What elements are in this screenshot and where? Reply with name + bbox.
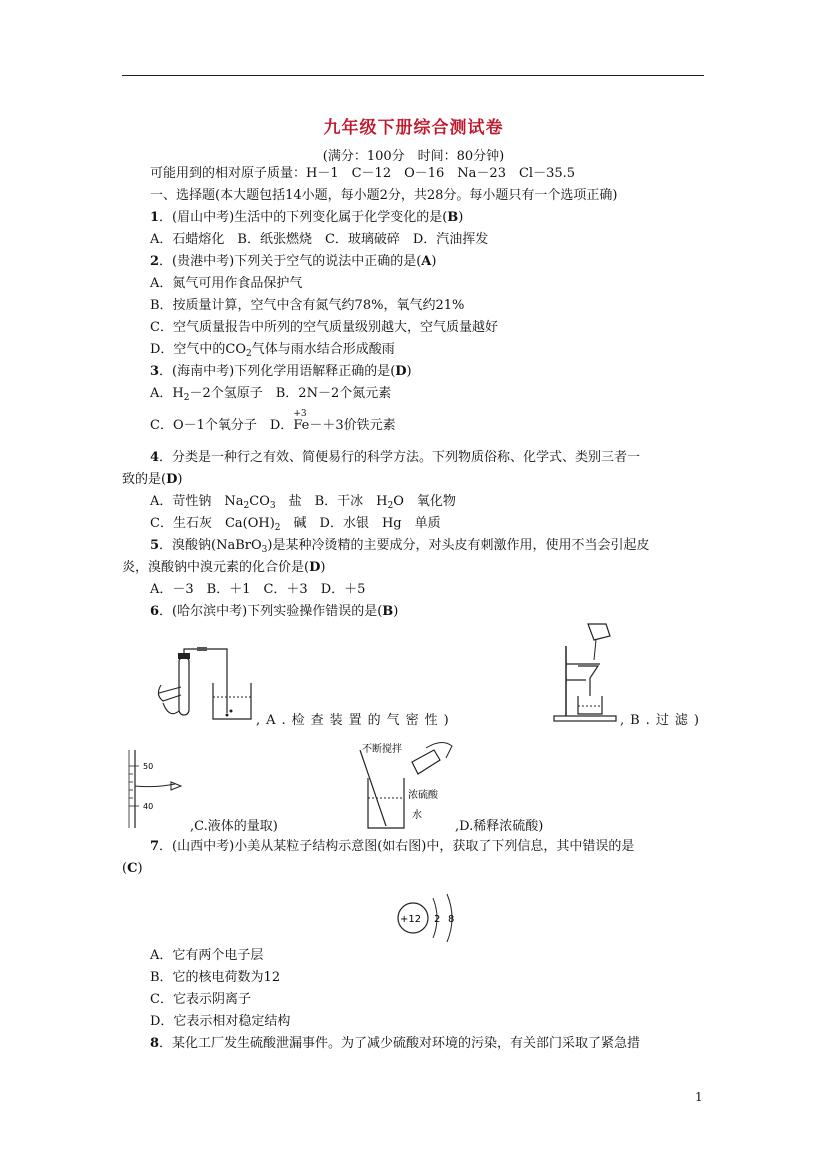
- question-7-answer: (C): [122, 861, 143, 876]
- atomic-mass-line: 可能用到的相对原子质量：H－1 C－12 O－16 Na－23 Cl－35.5: [150, 166, 576, 181]
- caption-c: ,C.液体的量取): [190, 819, 278, 834]
- label-stir: 不断搅拌: [362, 744, 402, 755]
- section-heading: 一、选择题(本大题包括14小题，每小题2分，共28分。每小题只有一个选项正确): [150, 188, 618, 203]
- figure-filtration: [552, 620, 620, 724]
- tick-40: 40: [143, 802, 154, 811]
- answer-1: B: [447, 210, 459, 225]
- page-title: 九年级下册综合测试卷: [323, 118, 504, 138]
- page-subtitle: (满分：100分 时间：80分钟): [322, 149, 505, 164]
- caption-b: ,B.过滤): [620, 713, 705, 728]
- q5-options: A．－3 B．＋1 C．＋3 D．＋5: [150, 582, 366, 597]
- question-3: 3．(海南中考)下列化学用语解释正确的是(D): [150, 364, 412, 379]
- figure-measuring: [125, 748, 195, 830]
- figure-dilution: [356, 740, 460, 832]
- question-6: 6．(哈尔滨中考)下列实验操作错误的是(B): [150, 604, 399, 619]
- header-rule: [122, 75, 704, 76]
- q7-option-c: C．它表示阴离子: [150, 992, 251, 1007]
- answer-3: D: [395, 364, 407, 379]
- question-1: 1．(眉山中考)生活中的下列变化属于化学变化的是(B): [150, 210, 464, 225]
- q3-options-ab: A．$H_2-2$个氢原子 B．2N－2个氮元素: [150, 386, 392, 403]
- question-2: 2．(贵港中考)下列关于空气的说法中正确的是(A): [150, 254, 437, 269]
- question-5-cont: 炎，溴酸钠中溴元素的化合价是(D): [122, 560, 326, 575]
- figure-airtightness: [155, 645, 255, 725]
- shell-1: 2: [434, 914, 441, 925]
- q7-option-a: A．它有两个电子层: [150, 948, 264, 963]
- page-number: 1: [695, 1090, 703, 1104]
- question-5: 5．溴酸钠(NaBrO$_3$)是某种冷烫精的主要成分，对头皮有刺激作用，使用不当会引起皮: [150, 538, 650, 555]
- shell-2: 8: [448, 914, 455, 925]
- q3-options-cd: C．O－1个氧分子 D． +3 Fe－＋3价铁元素: [150, 417, 396, 435]
- q2-option-d: D．空气中的$CO_2$气体与雨水结合形成酸雨: [150, 342, 395, 359]
- q2-option-b: B．按质量计算，空气中含有氮气约78%，氧气约21%: [150, 298, 465, 313]
- q7-option-d: D．它表示相对稳定结构: [150, 1014, 291, 1029]
- q1-options: A．石蜡熔化 B．纸张燃烧 C．玻璃破碎 D．汽油挥发: [150, 232, 489, 247]
- answer-5: D: [309, 560, 321, 575]
- label-acid: 浓硫酸: [408, 790, 438, 801]
- q4-options-ab: A．苛性钠 $Na_2CO_3$ 盐 B．干冰 $H_2O$ 氧化物: [150, 494, 456, 511]
- q2-option-a: A．氮气可用作食品保护气: [150, 276, 303, 291]
- valence-mark: +3: [293, 409, 307, 419]
- tick-50: 50: [143, 762, 154, 771]
- answer-7: C: [127, 861, 138, 876]
- q4-options-cd: C．生石灰 $Ca(OH)_2$ 碱 D．水银 Hg 单质: [150, 516, 441, 533]
- question-4: 4．分类是一种行之有效、简便易行的科学方法。下列物质俗称、化学式、类别三者一: [150, 450, 641, 465]
- label-water: 水: [412, 810, 422, 821]
- answer-2: A: [421, 254, 432, 269]
- q2-option-c: C．空气质量报告中所列的空气质量级别越大，空气质量越好: [150, 320, 498, 335]
- answer-6: B: [382, 604, 394, 619]
- question-8: 8．某化工厂发生硫酸泄漏事件。为了减少硫酸对环境的污染，有关部门采取了紧急措: [150, 1036, 641, 1051]
- answer-4: D: [166, 472, 178, 487]
- nucleus-label: +12: [400, 914, 422, 925]
- question-7: 7．(山西中考)小美从某粒子结构示意图(如右图)中，获取了下列信息，其中错误的是: [150, 839, 635, 854]
- q7-option-b: B．它的核电荷数为12: [150, 970, 281, 985]
- question-4-cont: 致的是(D): [122, 472, 183, 487]
- caption-d: ,D.稀释浓硫酸): [455, 819, 544, 834]
- caption-a: ,A.检查装置的气密性): [256, 713, 455, 728]
- figure-particle-structure: [395, 890, 465, 946]
